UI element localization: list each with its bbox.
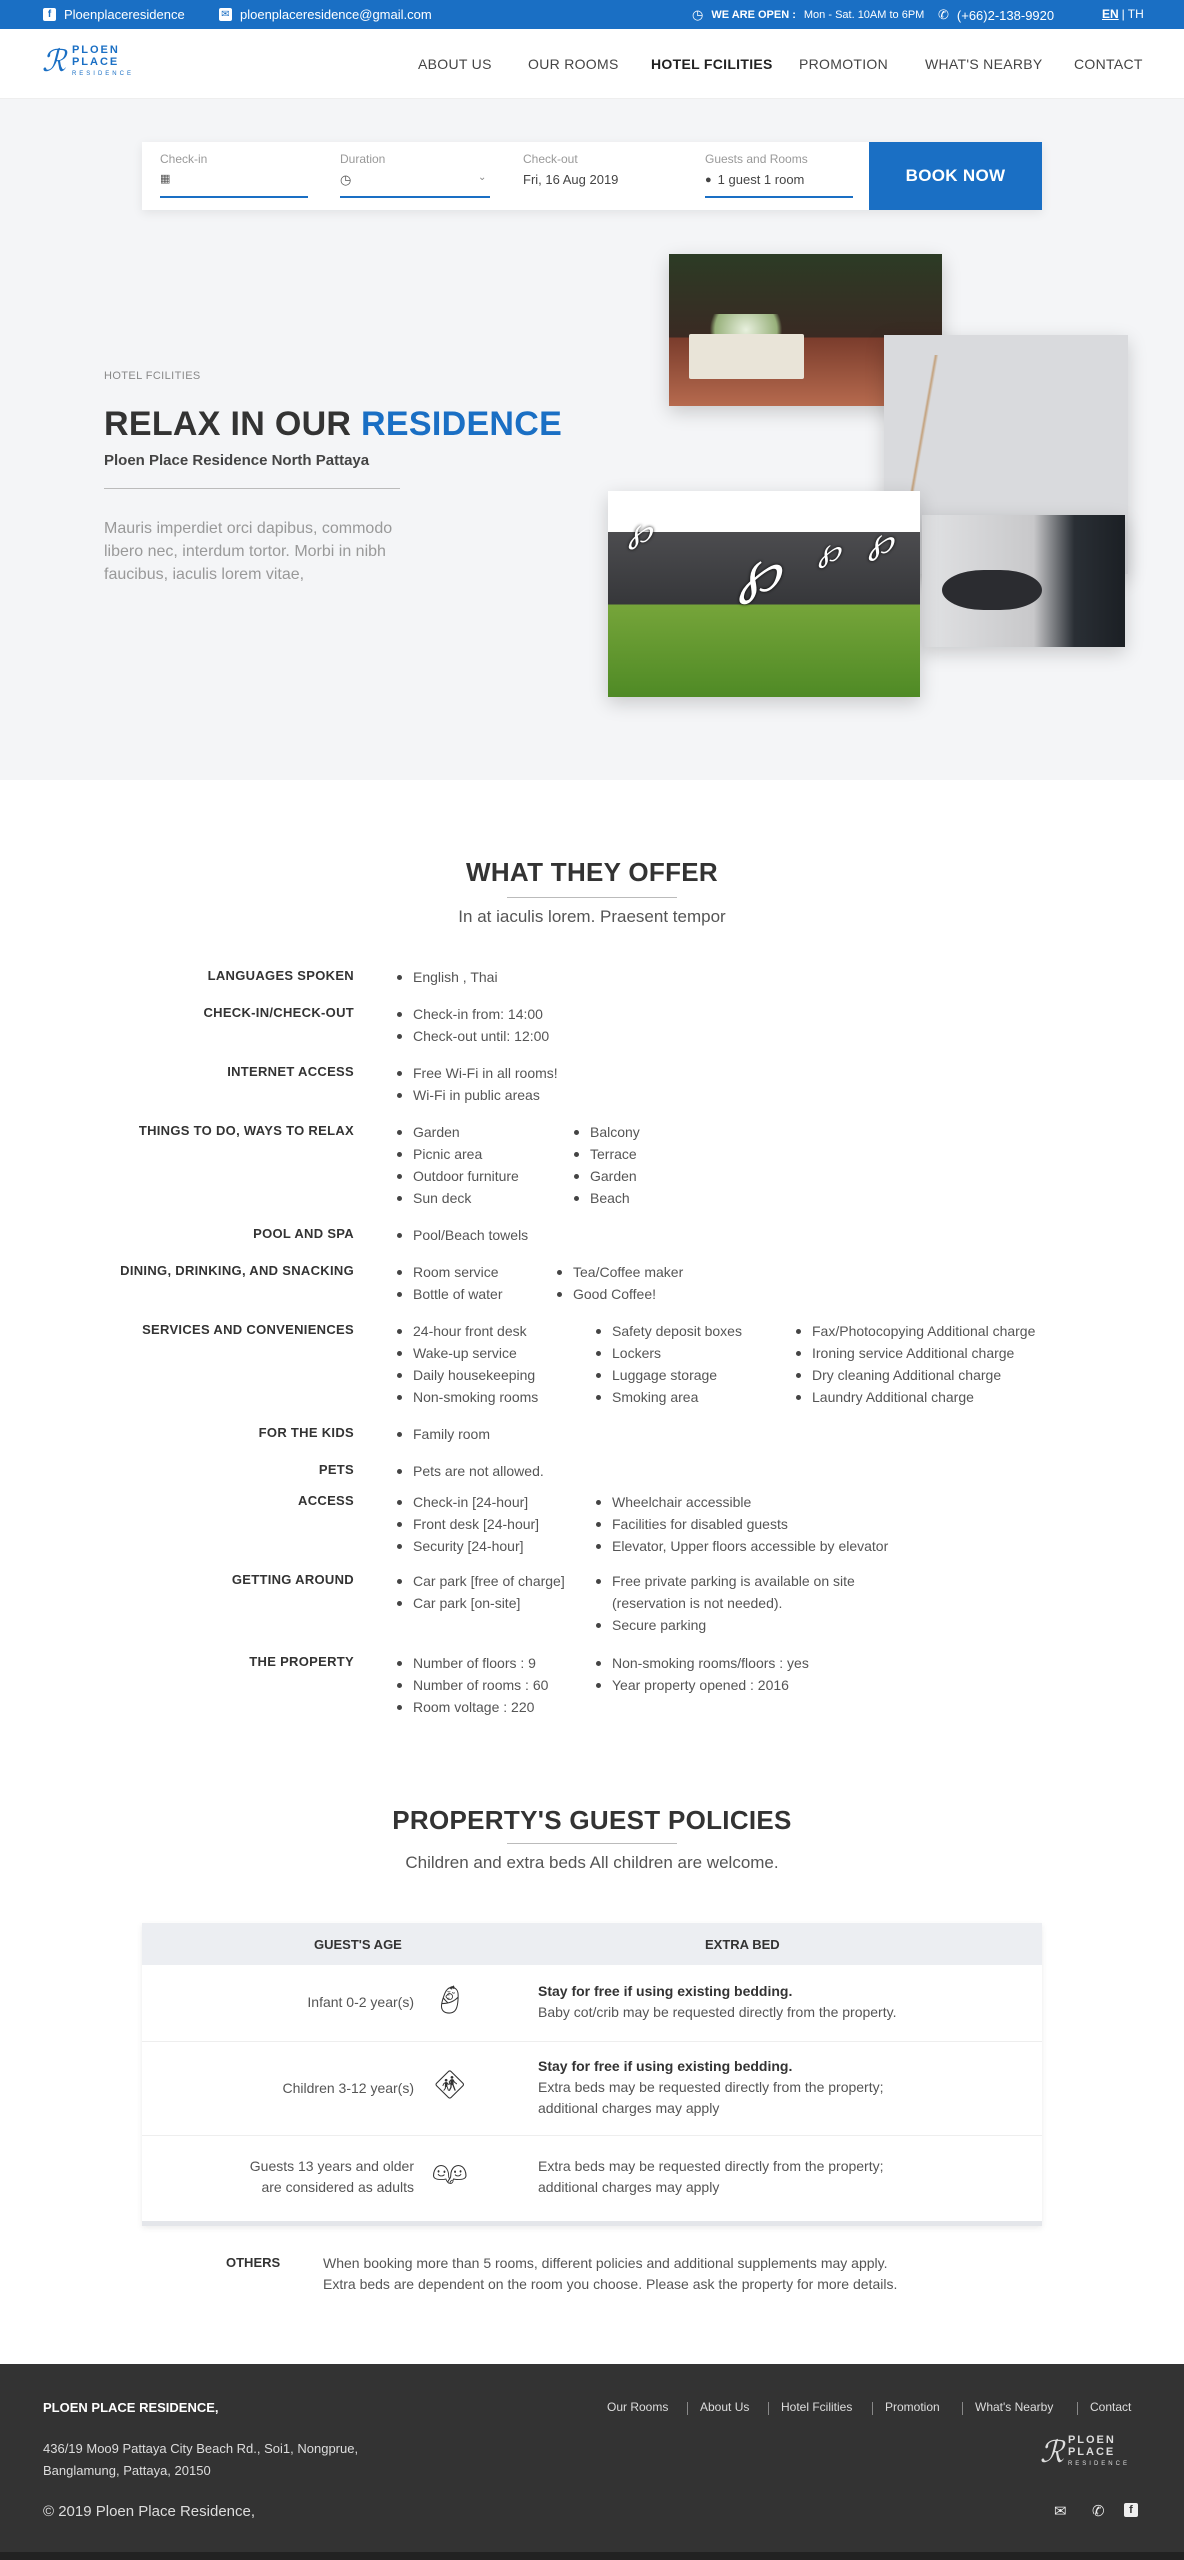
footer-separator — [687, 2402, 688, 2415]
footer-link-our-rooms[interactable]: Our Rooms — [607, 2400, 669, 2414]
policy-age-line2: are considered as adults — [261, 2179, 414, 2195]
book-now-button[interactable]: BOOK NOW — [869, 142, 1042, 210]
footer-link-promotion[interactable]: Promotion — [885, 2400, 940, 2414]
lang-en[interactable]: EN — [1102, 7, 1119, 21]
guests-underline — [705, 196, 853, 198]
offer-item: Front desk [24-hour] — [397, 1513, 539, 1535]
offer-item: Ironing service Additional charge — [796, 1342, 1035, 1364]
nav-about-us[interactable]: ABOUT US — [418, 56, 492, 72]
hero-subtitle: Ploen Place Residence North Pattaya — [104, 452, 370, 469]
logo-text — [72, 44, 134, 80]
checkin-label: Check-in — [160, 152, 208, 166]
nav-hotel-facilities[interactable]: HOTEL FCILITIES — [651, 56, 773, 72]
offer-item: Pool/Beach towels — [397, 1224, 528, 1246]
footer-logo — [1040, 2434, 1130, 2470]
offer-item: 24-hour front desk — [397, 1320, 538, 1342]
hero-divider — [104, 488, 400, 489]
offer-item: Elevator, Upper floors accessible by elevator — [596, 1535, 888, 1557]
offer-item: Dry cleaning Additional charge — [796, 1364, 1035, 1386]
open-label: WE ARE OPEN : — [711, 9, 796, 21]
duration-select[interactable] — [340, 152, 490, 187]
offer-item: Good Coffee! — [557, 1283, 683, 1305]
policy-info — [538, 2056, 884, 2119]
calendar-icon: ▦ — [160, 173, 171, 185]
logo-line1: PLOEN — [71, 44, 120, 56]
hero-title-a: RELAX IN OUR — [104, 405, 352, 443]
policy-bold: Stay for free if using existing bedding. — [538, 2058, 793, 2074]
offer-column — [397, 1491, 539, 1557]
policies-title: PROPERTY'S GUEST POLICIES — [392, 1805, 792, 1835]
offer-column — [397, 1423, 490, 1445]
offer-item: Number of floors : 9 — [397, 1652, 548, 1674]
logo-line2: PLACE — [71, 56, 120, 68]
lang-separator: | — [1121, 7, 1125, 21]
offer-item: Terrace — [574, 1143, 640, 1165]
open-hours: Mon - Sat. 10AM to 6PM — [803, 9, 925, 21]
policies-title-underline — [507, 1843, 677, 1844]
nav-whats-nearby[interactable]: WHAT'S NEARBY — [925, 56, 1043, 72]
footer-link-hotel-facilities[interactable]: Hotel Fcilities — [781, 2400, 853, 2414]
phone-link[interactable] — [938, 7, 1054, 23]
offer-item: Room voltage : 220 — [397, 1696, 548, 1718]
offer-column — [397, 1460, 544, 1482]
policy-row-children — [142, 2042, 1042, 2136]
footer-bottom-strip — [0, 2552, 1184, 2560]
phone-icon: ✆ — [938, 7, 949, 22]
footer-logo-mark-icon: ℛ — [1040, 2434, 1064, 2470]
footer-address2: Banglamung, Pattaya, 20150 — [43, 2463, 211, 2478]
offer-row-label: SERVICES AND CONVENIENCES — [142, 1322, 354, 1337]
mail-icon: ✉ — [219, 8, 232, 21]
clock-icon: ◷ — [692, 7, 704, 22]
footer-phone-icon[interactable]: ✆ — [1092, 2503, 1105, 2520]
nav-contact[interactable]: CONTACT — [1074, 56, 1143, 72]
footer-address1: 436/19 Moo9 Pattaya City Beach Rd., Soi1, Nongprue, — [43, 2441, 359, 2456]
footer-address — [43, 2438, 358, 2482]
hero-title — [104, 405, 562, 444]
offer-row-label: PETS — [318, 1462, 354, 1477]
lang-th[interactable]: TH — [1127, 7, 1144, 21]
photo-decor — [922, 515, 1125, 647]
policy-text: additional charges may apply — [538, 2100, 720, 2116]
policies-table — [142, 1923, 1042, 2226]
offer-item: Bottle of water — [397, 1283, 503, 1305]
offer-item: Wheelchair accessible — [596, 1491, 888, 1513]
offer-title-underline — [507, 897, 677, 898]
offer-column — [574, 1121, 640, 1209]
offer-item: Family room — [397, 1423, 490, 1445]
offer-item: Pets are not allowed. — [397, 1460, 544, 1482]
offer-row-label: LANGUAGES SPOKEN — [207, 968, 354, 983]
offer-item: Year property opened : 2016 — [596, 1674, 809, 1696]
chevron-down-icon: ⌄ — [478, 172, 487, 183]
col-extra-bed: EXTRA BED — [705, 1937, 780, 1952]
offer-item: Free private parking is available on site (reservation is not needed). — [596, 1570, 886, 1614]
offer-item: Check-out until: 12:00 — [397, 1025, 549, 1047]
offer-subtitle: In at iaculis lorem. Praesent tempor — [458, 907, 726, 926]
user-icon: ● — [705, 173, 712, 186]
col-guests-age: GUEST'S AGE — [314, 1937, 402, 1952]
footer-logo-line3: RESIDENCE — [1067, 2461, 1130, 2467]
policy-info — [538, 2156, 884, 2198]
offer-column — [596, 1320, 742, 1408]
footer-link-about-us[interactable]: About Us — [700, 2400, 750, 2414]
offer-item: Check-in [24-hour] — [397, 1491, 539, 1513]
offer-column — [397, 1003, 549, 1047]
offer-column — [596, 1570, 886, 1636]
offer-item: Facilities for disabled guests — [596, 1513, 888, 1535]
top-bar — [0, 0, 1184, 29]
footer-logo-line2: PLACE — [1067, 2446, 1116, 2458]
offer-column — [397, 1121, 519, 1209]
offer-item: Laundry Additional charge — [796, 1386, 1035, 1408]
offer-item: Car park [on-site] — [397, 1592, 565, 1614]
offer-column — [596, 1491, 888, 1557]
policy-text: Extra beds may be requested directly from the property; — [538, 2158, 884, 2174]
offer-row-label: POOL AND SPA — [253, 1226, 354, 1241]
offer-column — [397, 1062, 558, 1106]
footer-mail-icon[interactable]: ✉ — [1054, 2503, 1067, 2520]
offer-item: Balcony — [574, 1121, 640, 1143]
offer-item: Secure parking — [596, 1614, 886, 1636]
facebook-link[interactable] — [43, 7, 185, 22]
policy-row-infant — [142, 1965, 1042, 2042]
policy-age: Children 3-12 year(s) — [282, 2080, 414, 2096]
offer-title: WHAT THEY OFFER — [466, 857, 718, 887]
offer-item: Fax/Photocopying Additional charge — [796, 1320, 1035, 1342]
offer-item: Picnic area — [397, 1143, 519, 1165]
hero-title-b: RESIDENCE — [361, 405, 563, 443]
hero-eyebrow: HOTEL FCILITIES — [104, 370, 201, 382]
guests-value: 1 guest 1 room — [717, 172, 805, 187]
offer-item: Check-in from: 14:00 — [397, 1003, 549, 1025]
offer-column — [397, 1652, 548, 1718]
others-line1: When booking more than 5 rooms, different policies and additional supplements may apply. — [323, 2255, 888, 2271]
offer-row-label: THINGS TO DO, WAYS TO RELAX — [138, 1123, 354, 1138]
footer-separator — [1077, 2402, 1078, 2415]
offer-column — [557, 1261, 683, 1305]
guests-field[interactable] — [705, 152, 853, 187]
nav-promotion[interactable]: PROMOTION — [799, 56, 889, 72]
footer — [0, 2364, 1184, 2560]
offer-column — [796, 1320, 1035, 1408]
footer-separator — [768, 2402, 769, 2415]
offer-row-label: DINING, DRINKING, AND SNACKING — [120, 1263, 354, 1278]
offer-item: Garden — [574, 1165, 640, 1187]
policies-header — [142, 1923, 1042, 1965]
photo-garden-signs: ℘ ℘ ℘ ℘ — [608, 491, 920, 697]
offer-item: Number of rooms : 60 — [397, 1674, 548, 1696]
policy-text: Extra beds may be requested directly from the property; — [538, 2079, 884, 2095]
logo[interactable] — [42, 44, 134, 80]
clock-icon: ◷ — [340, 172, 352, 187]
checkin-field[interactable] — [160, 152, 308, 185]
offer-row-label: THE PROPERTY — [249, 1654, 354, 1669]
offer-item: Free Wi-Fi in all rooms! — [397, 1062, 558, 1084]
checkout-field[interactable] — [523, 152, 673, 187]
offer-item: Outdoor furniture — [397, 1165, 519, 1187]
policy-text: additional charges may apply — [538, 2179, 720, 2195]
policy-age-line1: Guests 13 years and older — [249, 2158, 414, 2174]
offer-item: Beach — [574, 1187, 640, 1209]
duration-underline — [340, 196, 490, 198]
main-nav — [0, 29, 1184, 99]
children-icon: 🚸︎ — [432, 2069, 468, 2100]
offer-item: Room service — [397, 1261, 503, 1283]
checkout-label: Check-out — [523, 152, 578, 166]
offer-item: Security [24-hour] — [397, 1535, 539, 1557]
offer-column — [596, 1652, 809, 1696]
baby-icon: 👶︎ — [432, 1984, 468, 2015]
facebook-label: Ploenplaceresidence — [64, 7, 185, 22]
offer-item: Luggage storage — [596, 1364, 742, 1386]
offer-item: Non-smoking rooms — [397, 1386, 538, 1408]
language-switch — [1102, 7, 1144, 21]
footer-name: PLOEN PLACE RESIDENCE, — [43, 2400, 219, 2415]
offer-item: Wi-Fi in public areas — [397, 1084, 558, 1106]
offer-row-label: CHECK-IN/CHECK-OUT — [203, 1005, 354, 1020]
policy-info — [538, 1981, 896, 2023]
others-label: OTHERS — [226, 2255, 281, 2270]
offer-item: Car park [free of charge] — [397, 1570, 565, 1592]
footer-facebook-icon[interactable]: f — [1124, 2503, 1138, 2517]
nav-our-rooms[interactable]: OUR ROOMS — [528, 56, 619, 72]
footer-link-whats-nearby[interactable]: What's Nearby — [975, 2400, 1054, 2414]
policy-text: Baby cot/crib may be requested directly from the property. — [538, 2004, 897, 2020]
offer-item: Sun deck — [397, 1187, 519, 1209]
offer-item: Smoking area — [596, 1386, 742, 1408]
offer-item: Wake-up service — [397, 1342, 538, 1364]
policies-subtitle: Children and extra beds All children are welcome. — [405, 1853, 779, 1872]
hero-text: Mauris imperdiet orci dapibus, commodo libero nec, interdum tortor. Morbi in nibh faucibus, iaculis lorem vitae, — [104, 520, 393, 583]
offer-row-label: ACCESS — [298, 1493, 354, 1508]
footer-separator — [962, 2402, 963, 2415]
offer-column — [397, 1570, 565, 1614]
offer-row-label: INTERNET ACCESS — [227, 1064, 354, 1079]
opening-hours — [692, 7, 924, 23]
guests-label: Guests and Rooms — [705, 152, 808, 166]
offer-column — [397, 1320, 538, 1408]
email-link[interactable] — [219, 7, 432, 22]
offer-item: English , Thai — [397, 966, 498, 988]
logo-mark-icon: ℛ — [42, 44, 66, 79]
offer-item: Daily housekeeping — [397, 1364, 538, 1386]
others-text — [323, 2253, 897, 2295]
policy-age — [250, 2156, 414, 2198]
offer-item: Non-smoking rooms/floors : yes — [596, 1652, 809, 1674]
offer-item: Safety deposit boxes — [596, 1320, 742, 1342]
checkout-value: Fri, 16 Aug 2019 — [523, 172, 619, 187]
footer-separator — [872, 2402, 873, 2415]
offer-column — [397, 1224, 528, 1246]
email-label: ploenplaceresidence@gmail.com — [240, 7, 432, 22]
policy-age: Infant 0-2 year(s) — [307, 1994, 414, 2010]
adults-icon: 👫︎ — [432, 2157, 468, 2188]
footer-link-contact[interactable]: Contact — [1090, 2400, 1132, 2414]
phone-label: (+66)2-138-9920 — [956, 7, 1055, 23]
offer-item: Lockers — [596, 1342, 742, 1364]
offer-item: Tea/Coffee maker — [557, 1261, 683, 1283]
footer-logo-text — [1068, 2434, 1130, 2470]
offer-column — [397, 1261, 503, 1305]
logo-line3: RESIDENCE — [71, 71, 134, 77]
checkin-underline — [160, 196, 308, 198]
policy-bold: Stay for free if using existing bedding. — [538, 1983, 793, 1999]
offer-item: Garden — [397, 1121, 519, 1143]
offer-row-label: FOR THE KIDS — [258, 1425, 354, 1440]
facebook-icon: f — [43, 8, 56, 21]
footer-copyright: © 2019 Ploen Place Residence, — [43, 2503, 256, 2520]
offer-row-label: GETTING AROUND — [231, 1572, 354, 1587]
footer-logo-line1: PLOEN — [1067, 2434, 1116, 2446]
policy-row-adults — [142, 2136, 1042, 2221]
others-line2: Extra beds are dependent on the room you choose. Please ask the property for more details. — [323, 2276, 898, 2292]
duration-label: Duration — [340, 152, 386, 166]
offer-column — [397, 966, 498, 988]
